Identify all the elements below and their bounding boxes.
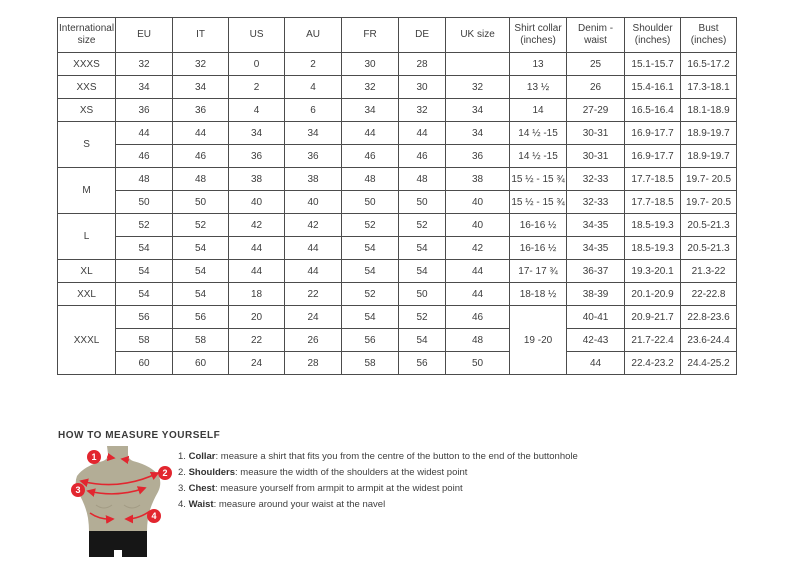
size-cell: 48 [446,329,510,352]
size-cell: 48 [342,168,399,191]
size-cell: 50 [399,191,446,214]
table-row [58,306,737,329]
size-cell: 15 ½ - 15 ¾ [510,168,567,191]
table-row [58,122,737,145]
table-row [58,145,737,168]
size-cell: 4 [285,76,342,99]
size-cell: 38 [285,168,342,191]
collar-measure-line [107,457,114,458]
size-cell: 14 [510,99,567,122]
size-cell: 44 [342,122,399,145]
size-cell: 21.3-22 [681,260,737,283]
size-cell: 20.1-20.9 [625,283,681,306]
size-cell: 34 [173,76,229,99]
size-cell: 48 [116,168,173,191]
svg-text:2: 2 [162,468,168,479]
table-row [58,260,737,283]
size-cell: 36 [173,99,229,122]
size-cell: 56 [342,329,399,352]
size-cell: 56 [116,306,173,329]
size-cell: 44 [446,260,510,283]
size-cell: 46 [446,306,510,329]
instruction-label: Waist [188,499,214,510]
instruction-text: : measure a shirt that fits you from the centre of the button to the end of the buttonhole [215,451,578,462]
size-cell: 34 [285,122,342,145]
size-cell: 19.3-20.1 [625,260,681,283]
size-cell: 28 [399,53,446,76]
instruction-chest [178,481,578,497]
size-cell: 44 [567,352,625,375]
size-cell: 42-43 [567,329,625,352]
marker-chest [71,483,85,497]
size-cell: 48 [173,168,229,191]
size-cell: M [58,168,116,214]
table-row [58,76,737,99]
table-row [58,283,737,306]
size-cell: 40 [285,191,342,214]
size-cell: 46 [342,145,399,168]
size-cell: 54 [116,260,173,283]
table-row [58,99,737,122]
column-header: EU [116,18,173,53]
size-cell: 58 [342,352,399,375]
size-cell: 34 [446,122,510,145]
size-cell: 34 [446,99,510,122]
size-cell: 50 [173,191,229,214]
size-cell: 44 [399,122,446,145]
size-cell: 16-16 ½ [510,214,567,237]
section-title: HOW TO MEASURE YOURSELF [58,430,221,441]
size-cell: 44 [285,260,342,283]
instruction-waist [178,497,578,513]
size-cell: 14 ½ -15 [510,145,567,168]
size-cell: 56 [399,352,446,375]
size-cell: 32 [173,53,229,76]
size-cell: 17.7-18.5 [625,191,681,214]
size-cell: 4 [229,99,285,122]
size-cell: 34-35 [567,214,625,237]
size-cell: 34-35 [567,237,625,260]
table-row [58,168,737,191]
size-cell: 2 [285,53,342,76]
size-cell: 17.3-18.1 [681,76,737,99]
svg-text:4: 4 [151,511,157,522]
size-cell: 15.4-16.1 [625,76,681,99]
size-cell: 50 [342,191,399,214]
size-cell: 15 ½ - 15 ¾ [510,191,567,214]
size-cell: 54 [342,306,399,329]
size-cell: 56 [173,306,229,329]
size-cell: 40-41 [567,306,625,329]
instruction-number: 4. [178,499,186,510]
size-cell: 44 [229,237,285,260]
size-cell: 32 [342,76,399,99]
size-cell: 22.8-23.6 [681,306,737,329]
size-cell: 32-33 [567,168,625,191]
size-cell: 18-18 ½ [510,283,567,306]
instruction-label: Chest [188,483,215,494]
size-cell: 24 [285,306,342,329]
size-cell: 20 [229,306,285,329]
size-cell: 24.4-25.2 [681,352,737,375]
size-cell: 21.7-22.4 [625,329,681,352]
measure-instructions [178,449,578,513]
size-cell: 44 [173,122,229,145]
size-cell: 38-39 [567,283,625,306]
column-header: FR [342,18,399,53]
column-header: DE [399,18,446,53]
size-cell: 52 [342,283,399,306]
size-cell: 16.5-16.4 [625,99,681,122]
table-row [58,352,737,375]
size-cell: 20.9-21.7 [625,306,681,329]
marker-waist [147,509,161,523]
size-cell: 54 [173,237,229,260]
column-header: Shirt collar (inches) [510,18,567,53]
size-cell: 28 [285,352,342,375]
size-cell: 40 [446,191,510,214]
size-cell: 50 [399,283,446,306]
size-cell: 40 [229,191,285,214]
size-cell: 19.7- 20.5 [681,191,737,214]
instruction-shoulders [178,465,578,481]
size-cell: 48 [399,168,446,191]
size-cell: 60 [116,352,173,375]
table-row [58,237,737,260]
size-cell: 13 ½ [510,76,567,99]
size-cell: 54 [173,283,229,306]
column-header: IT [173,18,229,53]
table-row [58,214,737,237]
size-cell: 0 [229,53,285,76]
mannequin-shorts [89,531,147,557]
size-cell [446,53,510,76]
size-cell: 26 [567,76,625,99]
instruction-label: Collar [188,451,216,462]
size-cell: 54 [399,237,446,260]
size-cell: 20.5-21.3 [681,214,737,237]
size-cell: 18.5-19.3 [625,214,681,237]
size-cell: 20.5-21.3 [681,237,737,260]
size-cell: 30-31 [567,145,625,168]
size-cell: 46 [116,145,173,168]
size-cell: 14 ½ -15 [510,122,567,145]
size-cell: 52 [399,214,446,237]
size-cell: 42 [446,237,510,260]
mannequin-figure [62,446,197,566]
instruction-number: 3. [178,483,186,494]
size-cell: 22.4-23.2 [625,352,681,375]
table-row [58,53,737,76]
size-cell: 32 [399,99,446,122]
size-cell: 58 [173,329,229,352]
size-cell: 16.9-17.7 [625,145,681,168]
size-cell: 54 [342,260,399,283]
size-cell: S [58,122,116,168]
instruction-text: : measure the width of the shoulders at the widest point [235,467,468,478]
column-header: UK size [446,18,510,53]
column-header: International size [58,18,116,53]
column-header: US [229,18,285,53]
size-cell: 2 [229,76,285,99]
column-header: Denim - waist [567,18,625,53]
size-cell: XXS [58,76,116,99]
size-cell: 44 [116,122,173,145]
size-cell: 30 [399,76,446,99]
size-cell: 16-16 ½ [510,237,567,260]
size-cell: 18.1-18.9 [681,99,737,122]
size-cell: 18.5-19.3 [625,237,681,260]
svg-text:3: 3 [75,485,81,496]
size-cell: 50 [446,352,510,375]
size-cell: 16.5-17.2 [681,53,737,76]
size-cell: 19 -20 [510,306,567,375]
size-cell: 19.7- 20.5 [681,168,737,191]
size-cell: 36 [116,99,173,122]
size-cell: 36 [446,145,510,168]
size-cell: 15.1-15.7 [625,53,681,76]
size-cell: 42 [229,214,285,237]
size-cell: 32 [446,76,510,99]
size-cell: 22-22.8 [681,283,737,306]
collar-measure-line [122,459,129,460]
size-cell: XXXL [58,306,116,375]
instruction-text: : measure around your waist at the navel [213,499,386,510]
size-chart-table [57,17,737,375]
size-cell: 22 [229,329,285,352]
size-cell: 46 [399,145,446,168]
size-cell: 13 [510,53,567,76]
size-cell: 42 [285,214,342,237]
table-row [58,329,737,352]
size-cell: 40 [446,214,510,237]
column-header: AU [285,18,342,53]
size-cell: L [58,214,116,260]
instruction-collar [178,449,578,465]
size-cell: 44 [229,260,285,283]
marker-collar [87,450,101,464]
table-row [58,191,737,214]
size-cell: 26 [285,329,342,352]
size-cell: 54 [116,283,173,306]
size-cell: 16.9-17.7 [625,122,681,145]
size-cell: 54 [342,237,399,260]
size-cell: 50 [116,191,173,214]
instruction-label: Shoulders [188,467,236,478]
size-cell: 23.6-24.4 [681,329,737,352]
size-cell: 6 [285,99,342,122]
size-cell: XS [58,99,116,122]
column-header: Shoulder (inches) [625,18,681,53]
size-cell: 54 [399,329,446,352]
size-cell: 34 [342,99,399,122]
size-cell: 18.9-19.7 [681,122,737,145]
size-cell: 58 [116,329,173,352]
size-cell: 36 [285,145,342,168]
size-cell: 36 [229,145,285,168]
size-cell: 44 [446,283,510,306]
size-cell: 36-37 [567,260,625,283]
size-cell: 34 [229,122,285,145]
column-header: Bust (inches) [681,18,737,53]
size-cell: 34 [116,76,173,99]
size-cell: 38 [229,168,285,191]
size-cell: 18.9-19.7 [681,145,737,168]
size-cell: 22 [285,283,342,306]
size-cell: 25 [567,53,625,76]
size-cell: XXXS [58,53,116,76]
size-cell: 24 [229,352,285,375]
size-cell: 17- 17 ¾ [510,260,567,283]
size-cell: 52 [399,306,446,329]
size-cell: XXL [58,283,116,306]
instruction-number: 2. [178,467,186,478]
instruction-number: 1. [178,451,186,462]
size-cell: 52 [116,214,173,237]
size-cell: 54 [116,237,173,260]
size-cell: 54 [399,260,446,283]
size-cell: 30-31 [567,122,625,145]
size-cell: 30 [342,53,399,76]
size-cell: XL [58,260,116,283]
how-to-measure-section [0,430,787,566]
size-cell: 46 [173,145,229,168]
size-cell: 17.7-18.5 [625,168,681,191]
size-cell: 27-29 [567,99,625,122]
size-cell: 52 [342,214,399,237]
size-chart [57,17,737,375]
size-cell: 60 [173,352,229,375]
size-cell: 32-33 [567,191,625,214]
header-row [58,18,737,53]
svg-text:1: 1 [91,452,97,463]
marker-shoulders [158,466,172,480]
size-cell: 32 [116,53,173,76]
size-cell: 38 [446,168,510,191]
size-cell: 54 [173,260,229,283]
size-cell: 44 [285,237,342,260]
size-cell: 52 [173,214,229,237]
size-cell: 18 [229,283,285,306]
instruction-text: : measure yourself from armpit to armpit at the widest point [214,483,463,494]
